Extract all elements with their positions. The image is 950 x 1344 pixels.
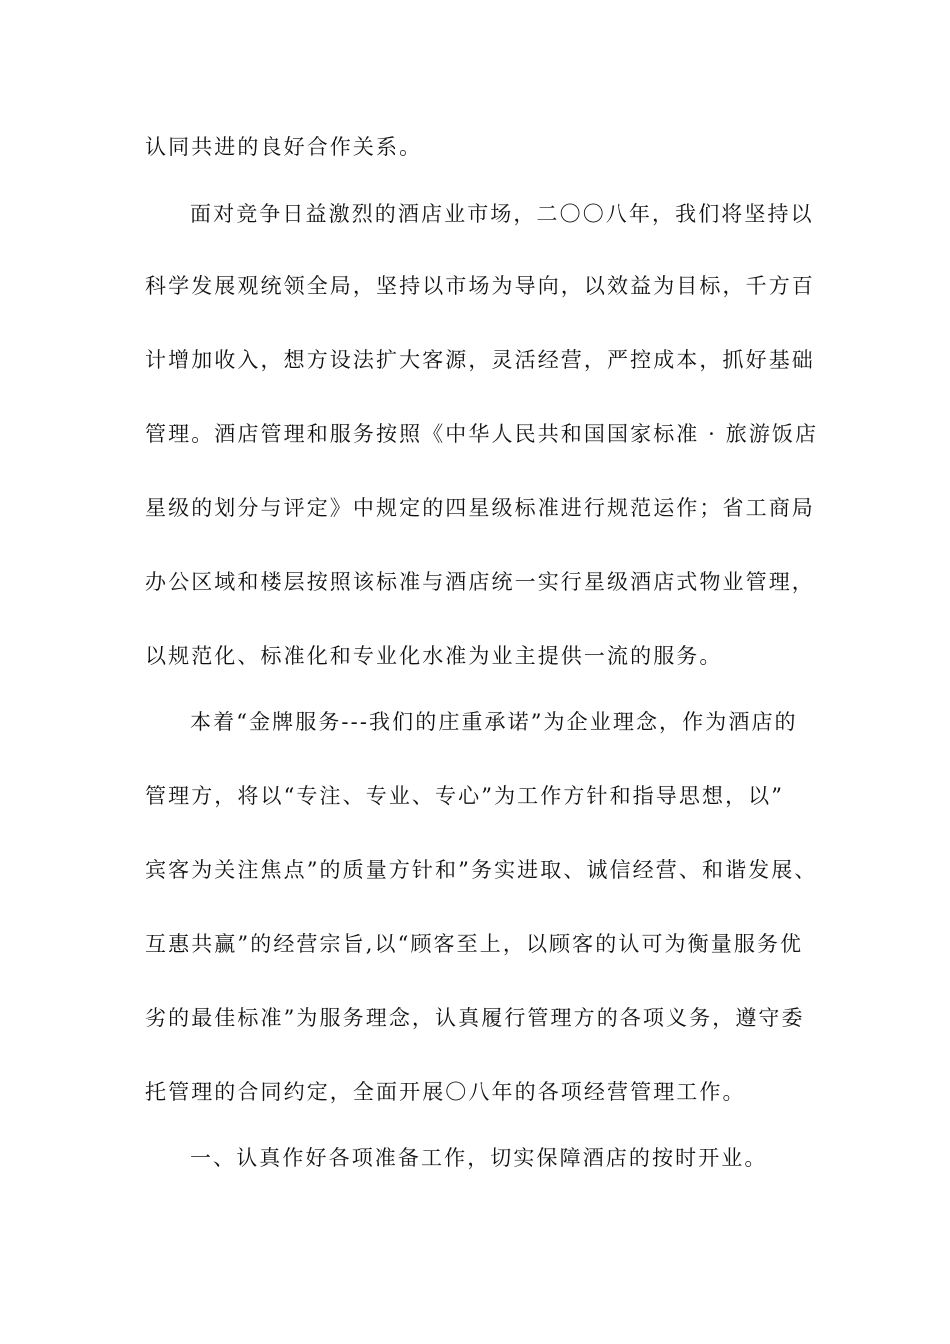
paragraph-line: 管理方，将以“专注、专业、专心”为工作方针和指导思想，以” <box>145 784 785 808</box>
paragraph-line: 本着“金牌服务---我们的庄重承诺”为企业理念，作为酒店的 <box>190 710 798 734</box>
paragraph-line: 宾客为关注焦点”的质量方针和”务实进取、诚信经营、和谐发展、 <box>145 858 818 882</box>
paragraph-line: 管理。酒店管理和服务按照《中华人民共和国国家标准 · 旅游饭店 <box>145 422 819 446</box>
paragraph-line: 托管理的合同约定，全面开展〇八年的各项经营管理工作。 <box>145 1080 746 1104</box>
paragraph-line: 科学发展观统领全局，坚持以市场为导向，以效益为目标，千方百 <box>145 274 815 298</box>
paragraph-line: 以规范化、标准化和专业化水准为业主提供一流的服务。 <box>145 644 723 668</box>
paragraph-line: 计增加收入，想方设法扩大客源，灵活经营，严控成本，抓好基础 <box>145 348 815 372</box>
section-heading: 一、认真作好各项准备工作，切实保障酒店的按时开业。 <box>190 1146 768 1170</box>
paragraph-line: 星级的划分与评定》中规定的四星级标准进行规范运作；省工商局 <box>145 496 815 520</box>
paragraph-line: 互惠共赢”的经营宗旨,以“顾客至上，以顾客的认可为衡量服务优 <box>145 932 804 956</box>
paragraph-line: 面对竞争日益激烈的酒店业市场，二〇〇八年，我们将坚持以 <box>190 202 814 226</box>
paragraph-line: 办公区域和楼层按照该标准与酒店统一实行星级酒店式物业管理， <box>145 570 815 594</box>
paragraph-line: 认同共进的良好合作关系。 <box>145 135 423 159</box>
paragraph-line: 劣的最佳标准”为服务理念，认真履行管理方的各项义务，遵守委 <box>145 1006 805 1030</box>
